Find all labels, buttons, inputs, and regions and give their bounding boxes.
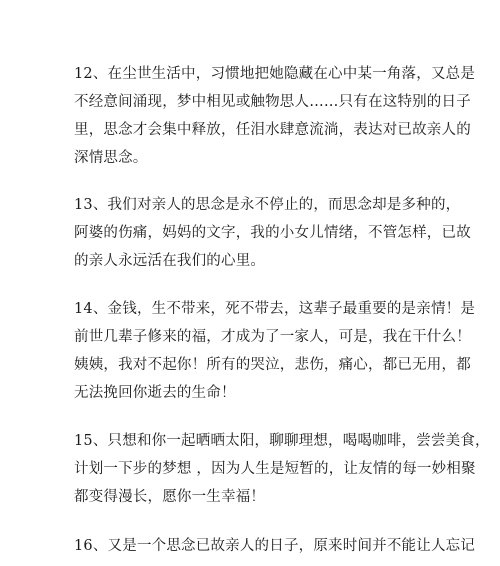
paragraph-13 [74,191,471,275]
paragraph-line: 深情思念。 [74,150,148,166]
paragraph-line: 都变得漫长，愿你一生幸福！ [74,489,266,505]
paragraph-15 [74,427,490,511]
paragraph-line: 姨姨，我对不起你！所有的哭泣，悲伤，痛心，都已无用，都 [74,357,471,373]
paragraph-line: 计划一下步的梦想 ，因为人生是短暂的，让友情的每一妙相聚 [74,461,476,477]
paragraph-line: 14、金钱，生不带来，死不带去，这辈子最重要的是亲情！是 [74,301,476,317]
paragraph-line: 16、又是一个思念已故亲人的日子，原来时间并不能让人忘记 [74,538,476,554]
paragraph-line: 15、只想和你一起晒晒太阳，聊聊理想，喝喝咖啡，尝尝美食， [74,433,490,449]
paragraph-line: 阿婆的伤痛，妈妈的文字，我的小女儿情绪，不管怎样，已故 [74,225,471,241]
paragraph-line: 的亲人永远活在我们的心里。 [74,253,266,269]
paragraph-line: 不经意间涌现，梦中相见或触物思人……只有在这特别的日子 [74,94,471,110]
paragraph-16 [74,532,476,560]
paragraph-line: 无法挽回你逝去的生命！ [74,385,236,401]
paragraph-line: 13、我们对亲人的思念是永不停止的，而思念却是多种的， [74,197,461,213]
paragraph-14 [74,295,476,407]
paragraph-12 [74,60,476,172]
paragraph-line: 里，思念才会集中释放，任泪水肆意流淌，表达对已故亲人的 [74,122,471,138]
paragraph-line: 前世几辈子修来的福，才成为了一家人，可是，我在干什么！ [74,329,471,345]
paragraph-line: 12、在尘世生活中，习惯地把她隐藏在心中某一角落，又总是 [74,66,476,82]
